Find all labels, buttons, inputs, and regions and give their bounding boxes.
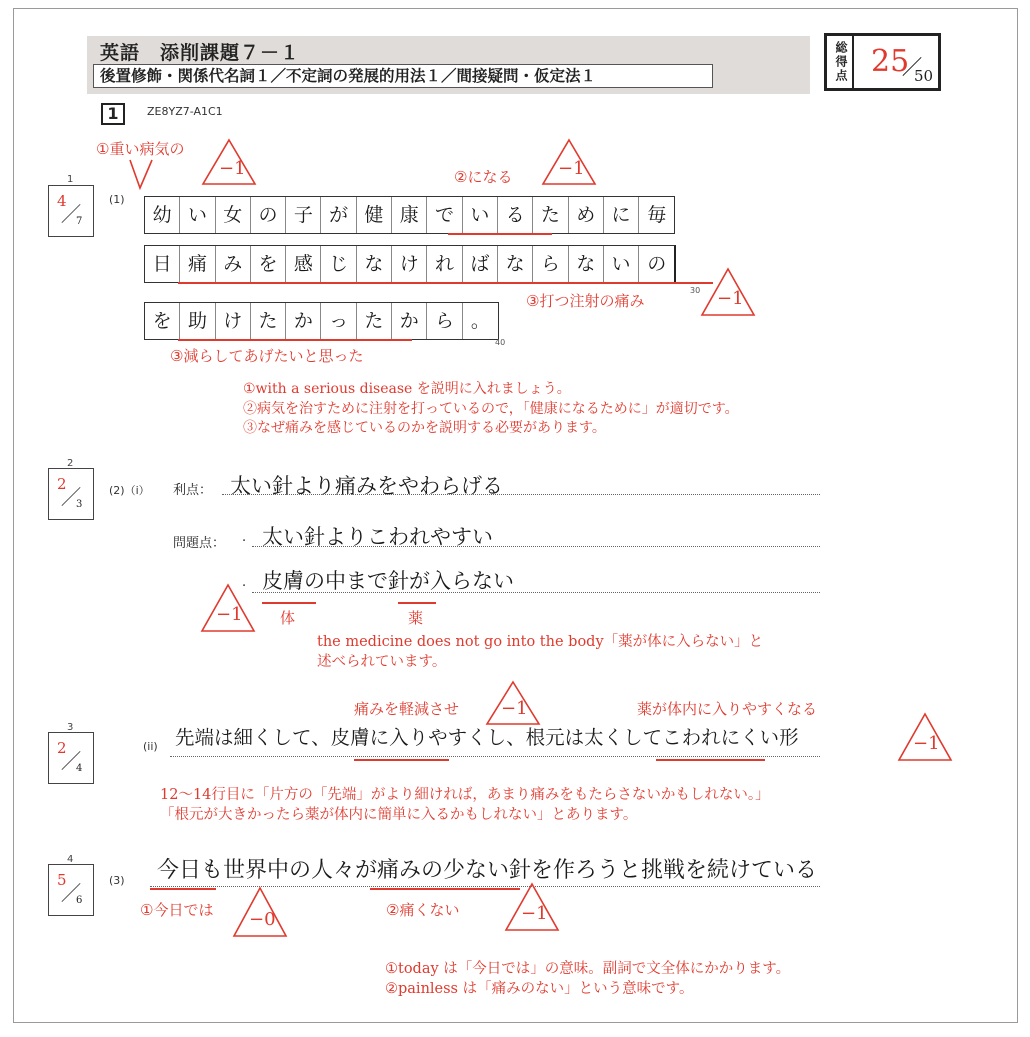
answer-grid-row-3 (144, 302, 499, 340)
total-score-max: 50 (914, 67, 934, 85)
grid-cell: で (427, 197, 462, 233)
comment-line: ③なぜ痛みを感じているのかを説明する必要があります。 (243, 420, 606, 436)
correction-note: 薬 (408, 609, 424, 627)
grid-cell: が (321, 197, 356, 233)
answer-text: 今日も世界中の人々が痛みの少ない針を作ろうと挑戦を続けている (157, 858, 818, 883)
score-got: 2 (57, 739, 67, 757)
teacher-comment (317, 632, 763, 672)
correction-underline (370, 888, 520, 890)
grid-cell: い (180, 197, 215, 233)
score-box-number: 2 (67, 458, 74, 469)
merit-label: 利点： (173, 483, 213, 498)
comment-line: 「根元が大きかったら薬が体内に簡単に入るかもしれない」とあります。 (160, 807, 638, 823)
correction-underline (150, 888, 216, 890)
comment-line: ②病気を治すために注射を打っているので，「健康になるために」が適切です。 (243, 400, 739, 417)
comment-line: 述べられています。 (317, 654, 447, 670)
grid-cell: っ (321, 303, 356, 339)
score-max: 7 (76, 216, 83, 227)
grid-cell: を (145, 303, 180, 339)
problem-answer-2: 皮膚の中まで針が入らない (262, 569, 514, 593)
comment-line: ②painless は「痛みのない」という意味です。 (385, 981, 694, 997)
grid-cell: る (498, 197, 533, 233)
grid-cell: ら (533, 246, 568, 282)
correction-underline (398, 602, 436, 604)
score-box-q2ii (48, 732, 94, 784)
score-got: 5 (57, 871, 67, 889)
score-max: 3 (76, 499, 83, 510)
score-box-number: 3 (67, 722, 74, 733)
item-label: (1) (109, 193, 125, 206)
correction-note: 痛みを軽減させ (354, 700, 460, 718)
answer-line (222, 494, 820, 495)
correction-underline (354, 759, 449, 761)
correction-underline (448, 233, 552, 235)
correction-underline (178, 282, 713, 284)
answer-line (170, 756, 820, 757)
char-count-marker: 30 (690, 286, 701, 295)
grid-cell: の (647, 253, 667, 275)
score-box-number: 4 (67, 854, 74, 865)
score-max: 4 (76, 763, 83, 774)
grid-cell: 健 (357, 197, 392, 233)
grid-cell: 助 (180, 303, 215, 339)
problem-label: 問題点： (173, 536, 226, 551)
grid-cell: た (533, 197, 568, 233)
total-score-label: 総得点 (827, 36, 854, 88)
grid-cell: 女 (216, 197, 251, 233)
grid-cell: た (357, 303, 392, 339)
char-count-marker: 40 (495, 338, 506, 347)
grid-cell: な (357, 246, 392, 282)
answer-grid-row-2 (144, 245, 676, 283)
caret-icon (128, 158, 154, 192)
deduction-mark: −1 (913, 733, 940, 754)
score-box-q3 (48, 864, 94, 916)
page-title: 英語 添削課題７－１ (100, 42, 301, 64)
deduction-mark: −1 (219, 158, 246, 179)
correction-underline (262, 602, 316, 604)
grid-cell: 。 (470, 310, 490, 332)
grid-cell: み (216, 246, 251, 282)
deduction-mark: −1 (521, 903, 548, 924)
deduction-mark: −1 (558, 158, 585, 179)
item-label: (ii) (143, 740, 158, 753)
page-subtitle: 後置修飾・関係代名詞１／不定詞の発展的用法１／間接疑問・仮定法１ (93, 64, 713, 88)
item-label: (3) (109, 874, 125, 887)
grid-cell: な (569, 246, 604, 282)
answer-line (252, 546, 820, 547)
teacher-comment (385, 959, 790, 999)
correction-underline (656, 759, 765, 761)
answer-line (252, 592, 820, 593)
correction-note: 薬が体内に入りやすくなる (637, 700, 818, 718)
correction-note: ③打つ注射の痛み (526, 292, 645, 310)
grid-cell: を (251, 246, 286, 282)
teacher-comment (160, 785, 770, 825)
deduction-mark: −1 (501, 698, 528, 719)
correction-note: ②痛くない (386, 901, 460, 919)
grid-cell: じ (321, 246, 356, 282)
total-score-value: 25 (871, 44, 910, 79)
grid-cell: 日 (145, 246, 180, 282)
grid-cell: 毎 (647, 204, 667, 226)
total-score-box (824, 33, 941, 91)
grid-cell: 感 (286, 246, 321, 282)
deduction-mark: −0 (249, 909, 276, 930)
question-number: 1 (101, 103, 125, 125)
question-id: ZE8YZ7-A1C1 (147, 105, 223, 118)
comment-line: ①today は「今日では」の意味。副詞で文全体にかかります。 (385, 961, 791, 977)
grid-cell: に (604, 197, 639, 233)
correction-note: ①重い病気の (96, 140, 185, 158)
score-box-q2i (48, 468, 94, 520)
grid-cell: け (216, 303, 251, 339)
item-label: (2)（i） (109, 484, 150, 497)
merit-answer: 太い針より痛みをやわらげる (230, 474, 503, 498)
bullet-dot: . (242, 575, 247, 590)
grid-cell: 幼 (145, 197, 180, 233)
grid-cell: か (286, 303, 321, 339)
grid-cell: な (498, 246, 533, 282)
correction-note: ③減らしてあげたいと思った (170, 347, 364, 365)
grid-cell: の (251, 197, 286, 233)
comment-line: the medicine does not go into the body「薬が体に入らない」と (317, 634, 764, 650)
problem-answer-1: 太い針よりこわれやすい (262, 525, 493, 549)
grid-cell: か (392, 303, 427, 339)
grid-cell: 痛 (180, 246, 215, 282)
grid-cell: 康 (392, 197, 427, 233)
grid-cell: ば (463, 246, 498, 282)
grid-cell: い (463, 197, 498, 233)
grid-cell: け (392, 246, 427, 282)
bullet-dot: . (242, 530, 247, 545)
teacher-comment (243, 380, 739, 439)
correction-note: ①今日では (140, 901, 214, 919)
comment-line: 12～14行目に「片方の「先端」がより細ければ，あまり痛みをもたらさないかもしれない。」 (160, 787, 770, 803)
grid-cell: た (251, 303, 286, 339)
grid-cell: ら (427, 303, 462, 339)
score-max: 6 (76, 895, 83, 906)
grid-cell: い (604, 246, 639, 282)
grid-cell: め (569, 197, 604, 233)
score-got: 2 (57, 475, 67, 493)
score-got: 4 (57, 192, 67, 210)
score-box-number: 1 (67, 174, 74, 185)
grid-cell: 子 (286, 197, 321, 233)
answer-text: 先端は細くして、皮膚に入りやすくし、根元は太くしてこわれにくい形 (175, 726, 799, 749)
correction-note: 体 (280, 609, 296, 627)
grid-cell: れ (427, 246, 462, 282)
correction-note: ②になる (454, 168, 513, 186)
deduction-mark: −1 (216, 604, 243, 625)
comment-line: ①with a serious disease を説明に入れましょう。 (243, 381, 571, 397)
deduction-mark: −1 (717, 288, 744, 309)
correction-underline (178, 339, 412, 341)
answer-grid-row-1 (144, 196, 675, 234)
score-box-q1 (48, 185, 94, 237)
